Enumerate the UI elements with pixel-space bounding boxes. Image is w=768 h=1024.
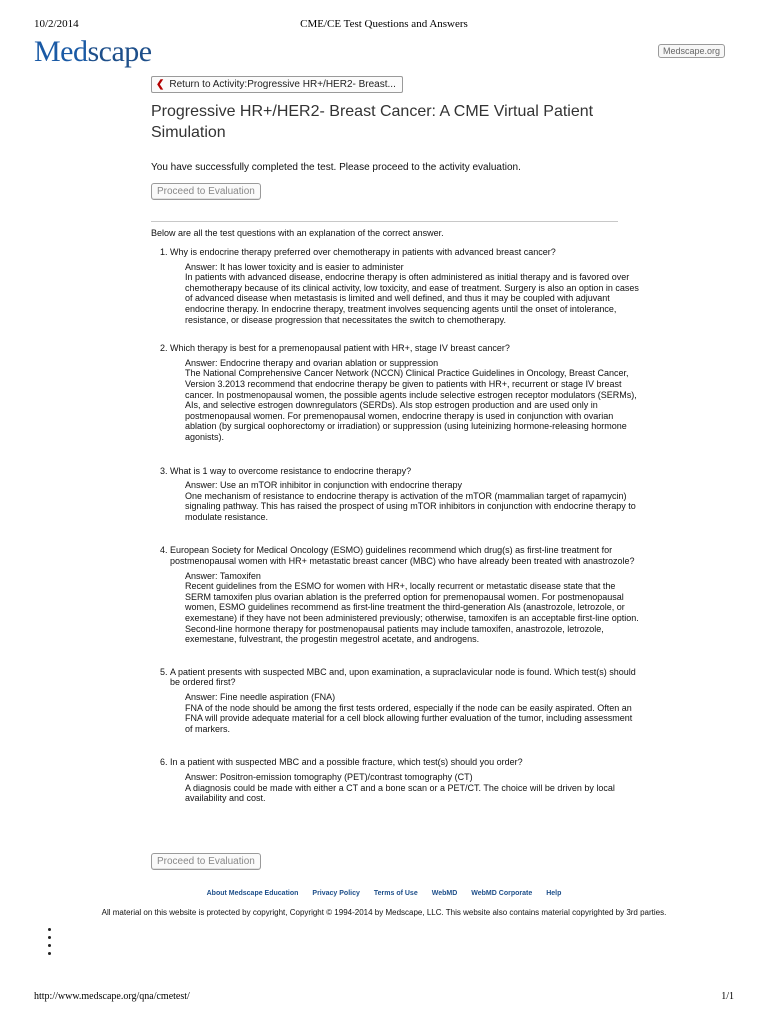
question-item	[170, 247, 640, 325]
bullet	[48, 936, 51, 939]
answers-intro: Below are all the test questions with an explanation of the correct answer.	[151, 228, 444, 238]
bullet	[48, 952, 51, 955]
answer-block	[185, 480, 640, 522]
print-page-number: 1/1	[721, 991, 734, 1002]
answer-text: Answer: Fine needle aspiration (FNA)	[185, 692, 336, 702]
answer-block	[185, 692, 640, 734]
answer-block	[185, 262, 640, 326]
question-text: 5. A patient presents with suspected MBC and, upon examination, a supraclavicular node is found. Which test(s) should be ordered first?	[170, 666, 636, 688]
question-text: 4. European Society for Medical Oncology (ESMO) guidelines recommend which drug(s) as first-line treatment for postmenopausal women with HR+ metastatic breast cancer (MBC) who have already been treated with anastrozole?	[170, 545, 635, 567]
answer-text: Answer: Positron-emission tomography (PET)/contrast tomography (CT)	[185, 771, 473, 782]
answer-text: Answer: Use an mTOR inhibitor in conjunction with endocrine therapy	[185, 480, 462, 491]
print-title: CME/CE Test Questions and Answers	[300, 18, 468, 30]
bullet	[48, 928, 51, 931]
medscape-logo[interactable]	[34, 34, 152, 70]
footer-link[interactable]: Help	[546, 890, 562, 897]
answer-text: Answer: Endocrine therapy and ovarian ablation or suppression	[185, 357, 439, 368]
footer-link[interactable]: About Medscape Education	[206, 890, 299, 897]
return-to-activity-button[interactable]	[151, 76, 403, 93]
question-item	[170, 343, 640, 442]
answer-text: Answer: It has lower toxicity and is easier to administer	[185, 261, 404, 272]
logo-part-2: scape	[87, 35, 152, 68]
footer-link[interactable]: WebMD	[431, 890, 458, 897]
explanation-text: One mechanism of resistance to endocrine therapy is activation of the mTOR (mammalian target of rapamycin) signaling pathway. This has raised the prospect of using mTOR inhibitors in conjunction with endocrine therapy to modulate resistance.	[185, 490, 636, 522]
question-list	[151, 247, 640, 804]
bullet	[48, 944, 51, 947]
answer-block	[185, 571, 640, 645]
explanation-text: FNA of the node should be among the first tests ordered, especially if the node can be easily aspirated. Often an FNA will provide adequate material for a cell block allowing further evaluation of the tumor, including assessment of markers.	[185, 702, 633, 734]
copyright-notice: All material on this website is protected by copyright, Copyright © 1994-2014 by Medscape, LLC. This website also contains material copyrighted by 3rd parties.	[101, 908, 667, 917]
question-item	[170, 466, 640, 523]
print-date: 10/2/2014	[34, 18, 79, 30]
return-to-activity-label: Return to Activity:Progressive HR+/HER2- Breast...	[169, 79, 396, 90]
explanation-text: Recent guidelines from the ESMO for women with HR+, locally recurrent or metastatic disease state that the SERM tamoxifen plus ovarian ablation is the preferred option for premenopausal women. For postmenopausal women, ESMO guidelines recommend as first-line treatment the third-generation AIs (anastrozole, letrozole, or exemestane) if they have not been administered previously; otherwise, tamoxifen is an acceptable first-line option. Second-line hormone therapy for postmenopausal patients may include tamoxifen, anastrozole, letrozole, exemestane, fulvestrant, the progestin megestrol acetate, and androgens.	[185, 581, 639, 645]
explanation-text: The National Comprehensive Cancer Network (NCCN) Clinical Practice Guidelines in Oncology, Breast Cancer, Version 3.2013 recommend that endocrine therapy be given to patients with HR+, recurrent or stage IV breast cancer. In postmenopausal women, the possible agents include selective estrogen receptor modulators (SERMs), AIs, and selective estrogen downregulators (SERDs). AIs stop estrogen production and are used only in postmenopausal women. For premenopausal women, endocrine therapy is used in conjunction with ovarian ablation (by surgical oophorectomy or irradiation) or suppression (using luteinizing hormone-releasing hormone agonists).	[185, 368, 637, 442]
question-item	[170, 667, 640, 735]
footer-links	[0, 890, 768, 897]
proceed-to-evaluation-button[interactable]: Proceed to Evaluation	[151, 183, 261, 200]
question-text: 2. Which therapy is best for a premenopausal patient with HR+, stage IV breast cancer?	[170, 343, 510, 354]
site-link-button[interactable]: Medscape.org	[658, 44, 725, 58]
footer-link[interactable]: Terms of Use	[373, 890, 418, 897]
footer-link[interactable]: WebMD Corporate	[471, 890, 533, 897]
question-text: 3. What is 1 way to overcome resistance to endocrine therapy?	[170, 465, 412, 476]
answer-block	[185, 358, 640, 443]
explanation-text: A diagnosis could be made with either a CT and a bone scan or a PET/CT. The choice will be driven by local availability and cost.	[185, 782, 615, 804]
answer-block	[185, 772, 640, 804]
explanation-text: In patients with advanced disease, endocrine therapy is often administered as initial therapy and is favored over chemotherapy because of its clinical activity, low toxicity, and ease of treatment. Surgery is also an option in cases of advanced disease when metastasis is limited and well defined, and thus it may be coupled with adjuvant endocrine therapy. In endocrine therapy, treatment involves sequencing agents until the onset of intolerance, resistance, or disease progression that necessitates the switch to chemotherapy.	[185, 272, 639, 325]
question-item	[170, 545, 640, 644]
logo-part-1: Med	[34, 35, 88, 68]
empty-bullet-list	[48, 928, 51, 960]
question-text: 6. In a patient with suspected MBC and a possible fracture, which test(s) should you order?	[170, 757, 523, 768]
footer-link[interactable]: Privacy Policy	[312, 890, 360, 897]
page-title: Progressive HR+/HER2- Breast Cancer: A CME Virtual Patient Simulation	[151, 103, 594, 141]
answer-text: Answer: Tamoxifen	[185, 570, 261, 581]
chevron-left-icon: ❮	[156, 79, 165, 90]
question-text: 1. Why is endocrine therapy preferred over chemotherapy in patients with advanced breast cancer?	[170, 247, 556, 257]
question-item	[170, 757, 640, 803]
divider	[151, 221, 618, 222]
completion-status: You have successfully completed the test. Please proceed to the activity evaluation.	[151, 162, 521, 173]
print-url: http://www.medscape.org/qna/cmetest/	[34, 991, 190, 1002]
proceed-to-evaluation-button-bottom[interactable]: Proceed to Evaluation	[151, 853, 261, 870]
